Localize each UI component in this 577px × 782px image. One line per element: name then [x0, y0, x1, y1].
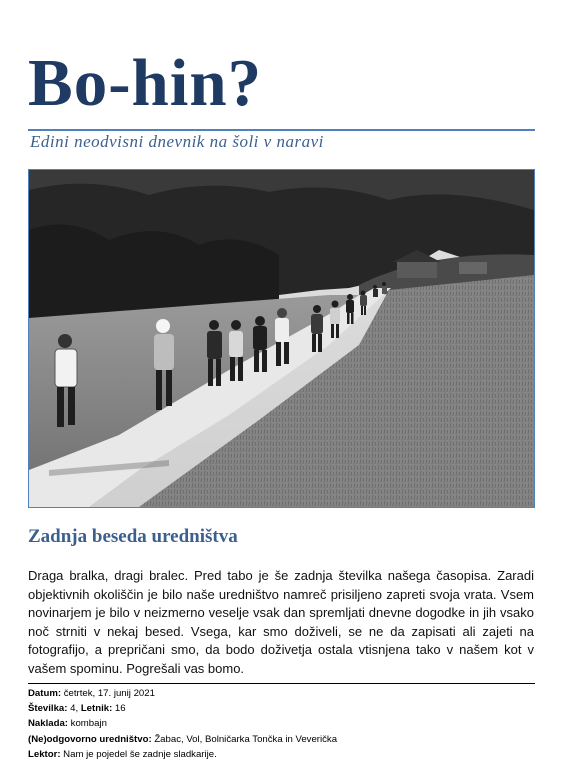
- colophon: [28, 686, 337, 762]
- colophon-issue: Številka: 4, Letnik: 16: [28, 703, 126, 715]
- colophon-proofreader: Lektor: Nam je pojedel še zadnje sladkarije.: [28, 748, 217, 760]
- title-divider: [28, 129, 535, 131]
- hiking-group-photo: [28, 169, 535, 508]
- newspaper-title: Bo-hin?: [28, 46, 263, 120]
- colophon-divider: [28, 683, 535, 684]
- colophon-circulation: Naklada: kombajn: [28, 718, 107, 730]
- article-body: Draga bralka, dragi bralec. Pred tabo je še zadnja številka našega časopisa. Zaradi objektivnih okoliščin je bilo naše uredništvo namreč prisiljeno zapreti svoja vrata. Vsem novinarjem je bilo v neizmerno veselje vsak dan spremljati dnevne dogodke in jih vsako noč strniti v nekaj besed. Vsega, kar smo doživeli, se ne da zapisati ali zajeti na fotografijo, a prepričani smo, da bodo doživetja ostala vtisnjena tako v našem kot v vašem spominu. Pogrešali vas bomo.: [28, 568, 534, 676]
- colophon-editors: (Ne)odgovorno uredništvo: Žabac, Vol, Bolničarka Tončka in Veverička: [28, 733, 338, 745]
- article-heading: Zadnja beseda uredništva: [28, 526, 238, 547]
- newspaper-subtitle: Edini neodvisni dnevnik na šoli v naravi: [30, 132, 324, 151]
- colophon-date: Datum: četrtek, 17. junij 2021: [28, 688, 155, 699]
- photo-illustration: [29, 170, 534, 507]
